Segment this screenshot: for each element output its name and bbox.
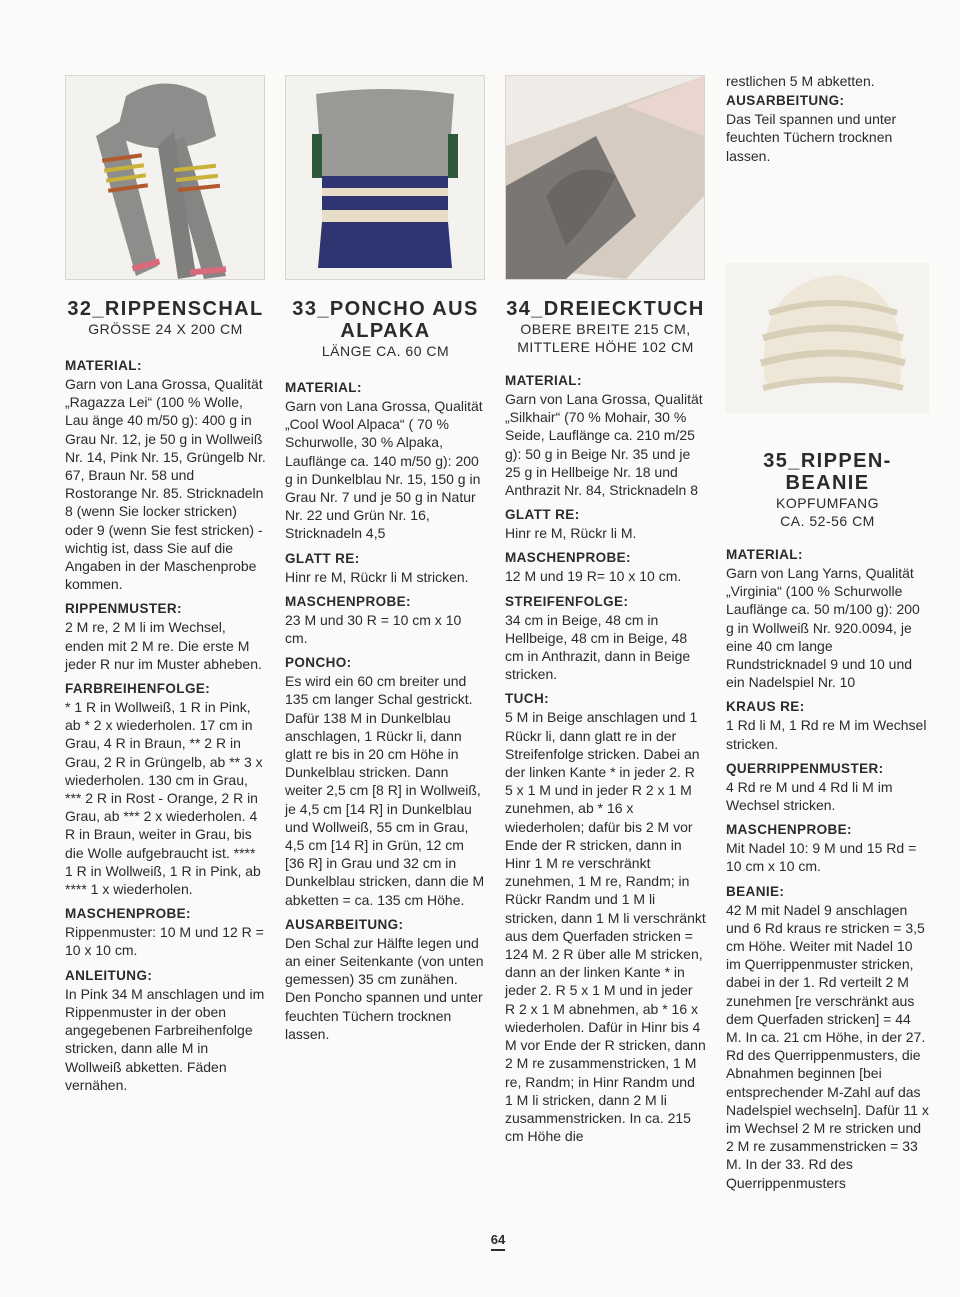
title-beanie: 35_RIPPEN-BEANIE <box>763 450 892 494</box>
subtitle-rippenschal: GRÖSSE 24 X 200 CM <box>88 321 243 337</box>
intro-block <box>726 72 926 165</box>
subtitle-beanie-line1: KOPFUMFANG <box>775 495 879 511</box>
section-heading: TUCH: <box>505 691 549 707</box>
section-heading: AUSARBEITUNG: <box>285 916 404 932</box>
section-text: 12 M und 19 R= 10 x 10 cm. <box>505 568 682 585</box>
title-poncho-line2: ALPAKA <box>340 320 431 342</box>
section-text: Den Schal zur Hälfte legen und an einer Seitenkante (von unten gemessen) 35 cm zunähen. Den Poncho spannen und unter feuchten Tüchern trocknen lassen. <box>285 934 484 1042</box>
column-rippenschal <box>65 298 266 1094</box>
section-text: 34 cm in Beige, 48 cm in Hellbeige, 48 cm in Beige, 48 cm in Anthrazit, dann in Beige stricken. <box>505 611 691 683</box>
section-text: Garn von Lana Grossa, Qualität „Ragazza Lei“ (100 % Wolle, Lau änge 40 m/50 g): 400 g in Grau Nr. 12, je 50 g in Wollweiß Nr. 14, Pink Nr. 15, Grüngelb Nr. 67, Braun Nr. 58 und Rostorange Nr. 85. Stricknadeln 8 (wenn Sie locker stricken) oder 9 (wenn Sie fest stricken) - wichtig ist, dass Sie auf die Angaben in der Maschenprobe kommen. <box>65 376 266 593</box>
shawl-photo <box>505 75 705 280</box>
intro-heading: AUSARBEITUNG: <box>726 93 845 109</box>
section-text: Es wird ein 60 cm breiter und 135 cm langer Schal gestrickt. Dafür 138 M in Dunkelblau anschlagen, 1 Rückr li, dann glatt re bis in 20 cm Höhe in Dunkelblau stricken. Dann weiter 2,5 cm [8 R] in Wollweiß, je 4,5 cm [14 R] in Dunkelblau und Wollweiß, 55 cm in Grau, 4,5 cm [14 R] in Grün, 12 cm [36 R] in Grau und 32 cm in Dunkelblau stricken, dann die M abketten = ca. 135 cm Höhe. <box>285 673 485 908</box>
section-heading: GLATT RE: <box>505 507 580 523</box>
section-heading: GLATT RE: <box>285 550 360 566</box>
section-text: Hinr re M, Rückr li M stricken. <box>285 568 469 585</box>
section-heading: QUERRIPPENMUSTER: <box>726 760 884 776</box>
section-heading: BEANIE: <box>726 883 785 899</box>
section-text: In Pink 34 M anschlagen und im Rippenmuster in der oben angegebenen Farbreihenfolge stricken, dann alle M in Wollweiß abketten. Fäden vernähen. <box>65 985 265 1093</box>
scarf-illustration <box>66 76 264 279</box>
section-text: 4 Rd re M und 4 Rd li M im Wechsel stricken. <box>726 778 893 814</box>
intro-body: Das Teil spannen und unter feuchten Tüchern trocknen lassen. <box>726 111 897 164</box>
section-heading: MASCHENPROBE: <box>505 550 631 566</box>
section-text: 1 Rd li M, 1 Rd re M im Wechsel stricken. <box>726 717 927 752</box>
section-heading: MASCHENPROBE: <box>65 906 191 922</box>
section-heading: MATERIAL: <box>65 358 142 373</box>
subtitle-dreiecktuch-line1: OBERE BREITE 215 CM, <box>520 321 691 337</box>
section-heading: FARBREIHENFOLGE: <box>65 681 211 697</box>
section-text: 23 M und 30 R = 10 cm x 10 cm. <box>285 611 462 647</box>
section-heading: PONCHO: <box>285 655 352 671</box>
section-text: Rippenmuster: 10 M und 12 R = 10 x 10 cm. <box>65 924 264 959</box>
section-text: 2 M re, 2 M li im Wechsel, enden mit 2 M re. Die erste M jeder R nur im Muster abheben. <box>65 619 262 672</box>
section-text: 5 M in Beige anschlagen und 1 Rückr li, dann glatt re in der Streifenfolge stricken. Dabei an der linken Kante * in jeder 2. R 5 x 1 M und in jeder R 2 x 1 M zunehmen, ab * 16 x wiederholen; dafür bis 2 M vor Ende der R stricken, dann in Hinr 1 M re verschränkt zunehmen, 1 M re, Randm; in Rückr Randm und 1 M li stricken, dann 1 M li verschränkt aus dem Querfaden stricken = 124 M. 2 R über alle M stricken, dann an der linken Kante * in jeder 2. R 5 x 1 M und in jeder R 2 x 1 M abnehmen, ab * 16 x wiederholen. Dafür in Hinr bis 4 M vor Ende der R stricken, dann 2 M re zusammenstricken, 1 M re, Randm; in Hinr Randm und 1 M li stricken, dann 2 M li zusammenstricken. In ca. 215 cm Höhe die <box>505 709 706 1145</box>
column-beanie <box>726 450 929 1192</box>
section-heading: MATERIAL: <box>505 373 582 388</box>
section-heading: MASCHENPROBE: <box>726 822 852 838</box>
section-text: 42 M mit Nadel 9 anschlagen und 6 Rd kraus re stricken = 3,5 cm Höhe. Weiter mit Nadel 10 im Querrippenmuster stricken, dabei in der 1. Rd verteilt 2 M zunehmen [re verschränkt aus dem Querfaden stricken] = 44 M. In ca. 21 cm Höhe, in der 27. Rd des Querrippenmusters, die Abnahmen beginnen [bei entsprechender M-Zahl auf das Nadelspiel wechseln]. Dafür 11 x im Wechsel 2 M re stricken und 2 M re zusammenstricken = 33 M. In der 33. Rd des Querrippenmusters <box>726 901 929 1191</box>
section-heading: ANLEITUNG: <box>65 967 153 983</box>
poncho-illustration <box>286 76 484 279</box>
section-heading: STREIFENFOLGE: <box>505 593 629 609</box>
beanie-photo <box>725 263 929 413</box>
section-heading: MATERIAL: <box>726 547 803 562</box>
subtitle-dreiecktuch-line2: MITTLERE HÖHE 102 CM <box>517 339 694 355</box>
title-rippenschal: 32_RIPPENSCHAL <box>67 298 264 320</box>
section-text: Garn von Lang Yarns, Qualität „Virginia“ (100 % Schurwolle Lauflänge ca. 50 m/100 g): 200 g in Wollweiß Nr. 920.0094, je eine 40 cm lange Rundstricknadel 9 und 10 und ein Nadelspiel Nr. 10 <box>726 565 920 691</box>
shawl-illustration <box>506 76 704 279</box>
subtitle-beanie-line2: CA. 52-56 CM <box>780 513 875 529</box>
section-text: * 1 R in Wollweiß, 1 R in Pink, ab * 2 x wiederholen. 17 cm in Grau, 4 R in Braun, ** 2 R in Grau, 2 R in Grüngelb, ab ** 3 x wiederholen. 130 cm in Grau, *** 2 R in Rost - Orange, 2 R in Grau, ab *** 2 x wiederholen. 4 R in Braun, weiter in Grau, bis die Wolle aufgebraucht ist. **** 1 R in Wollweiß, 1 R in Pink, ab **** 1 x wiederholen. <box>65 699 263 898</box>
section-heading: MATERIAL: <box>285 380 362 395</box>
section-heading: MASCHENPROBE: <box>285 593 411 609</box>
section-text: Hinr re M, Rückr li M. <box>505 525 637 542</box>
subtitle-poncho: LÄNGE CA. 60 CM <box>321 343 450 359</box>
title-poncho-line1: 33_PONCHO AUS <box>292 298 479 320</box>
column-poncho <box>285 298 486 1043</box>
section-text: Mit Nadel 10: 9 M und 15 Rd = 10 cm x 10 cm. <box>726 840 917 875</box>
section-text: Garn von Lana Grossa, Qualität „Silkhair“ (70 % Mohair, 30 % Seide, Lauflänge ca. 210 m/25 g): 50 g in Beige Nr. 35 und je 25 g in Hellbeige Nr. 18 und Anthrazit Nr. 84, Stricknadeln 8 <box>505 391 703 499</box>
section-heading: RIPPENMUSTER: <box>65 601 182 617</box>
poncho-photo <box>285 75 485 280</box>
title-dreiecktuch: 34_DREIECKTUCH <box>506 298 705 320</box>
column-dreiecktuch <box>505 298 706 1145</box>
beanie-illustration <box>725 263 929 413</box>
intro-text: restlichen 5 M abketten. <box>726 73 875 89</box>
section-heading: KRAUS RE: <box>726 699 805 715</box>
page-number: 64 <box>480 1232 516 1251</box>
section-text: Garn von Lana Grossa, Qualität „Cool Wool Alpaca“ ( 70 % Schurwolle, 30 % Alpaka, Lauflänge ca. 140 m/50 g): 200 g in Dunkelblau Nr. 15, 150 g in Grau Nr. 7 und je 50 g in Natur Nr. 22 und Grün Nr. 16, Stricknadeln 4,5 <box>285 398 483 542</box>
scarf-photo <box>65 75 265 280</box>
